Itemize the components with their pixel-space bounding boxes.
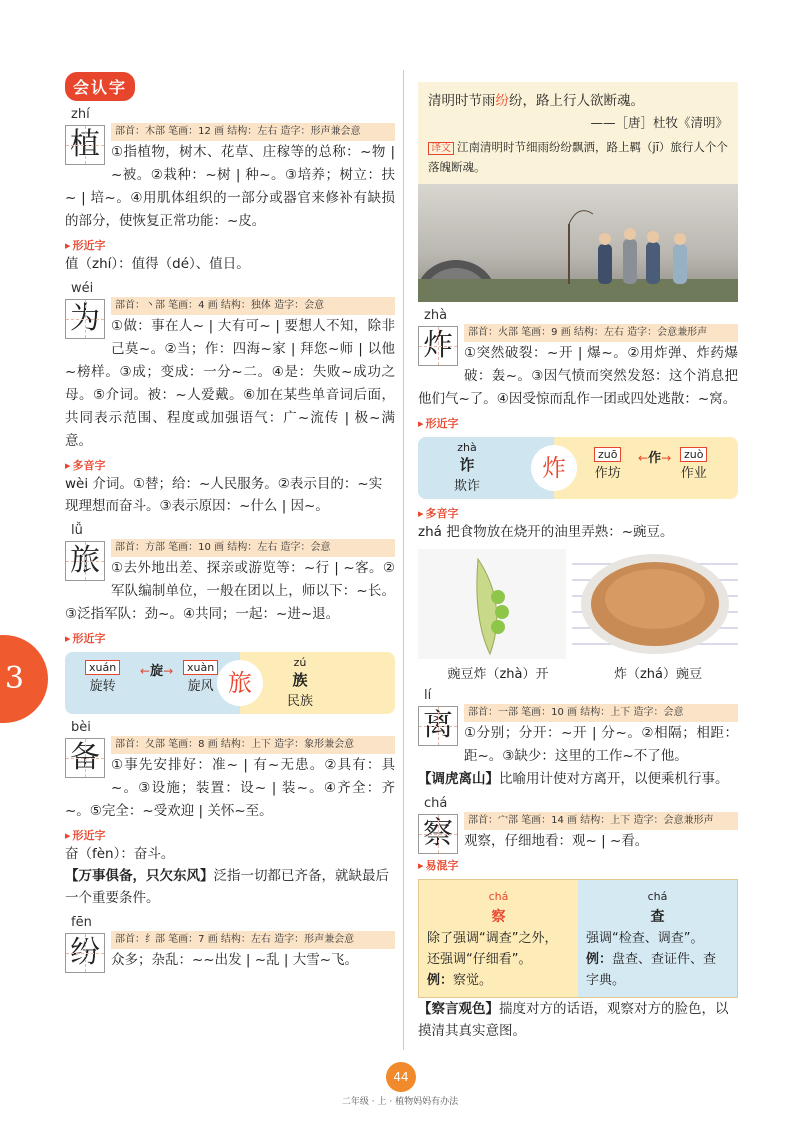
compare-mid: ←作→ [638,451,672,466]
idiom: 【察言观色】揣度对方的话语，观察对方的脸色，以摸清其真实意图。 [418,1001,729,1039]
definition: ①分别；分开：~开 | 分~。②相隔；相距：距~。③缺少：这里的工作~不了他。 [464,725,738,764]
poem-source: ——［唐］杜牧《清明》 [590,115,728,130]
pinyin: zhí [71,107,90,122]
section-title: 会认字 [65,72,135,101]
idiom: 【调虎离山】比喻用计使对方离开，以便乘机行事。 [418,771,729,787]
polyphone-text: zhá 把食物放在烧开的油里弄熟：~豌豆。 [418,524,674,540]
pinyin: bèi [71,720,91,735]
page-number: 44 [386,1062,416,1092]
definition: ①事先安排好：准~ | 有~无患。②具有：具~。③设施；装置：设~ | 装~。④齐全：齐~。⑤完全：~受欢迎 | 关怀~至。 [65,757,395,819]
char-box: 为 [65,299,105,339]
compare-word: 旋转 [89,679,116,694]
char-box: 植 [65,125,105,165]
compare-word: 作坊 [594,466,621,481]
polyphone-text: wèi 介词。①替；给：~人民服务。②表示目的：~实现理想而奋斗。③表示原因：~什么 | 因~。 [65,476,383,514]
pinyin: lǚ [71,523,83,538]
poem-illustration [418,184,738,302]
pinyin: fēn [71,915,92,930]
poem-line: 清明时节雨纷纷，路上行人欲断魂。 [428,93,644,109]
confuse-cell: chá 查 强调“检查、调查”。 例：盘查、查证件、查字典。 [578,880,737,997]
compare-word: 民族 [287,694,314,709]
compare-item [85,660,120,694]
left-column [65,72,395,973]
char-box: 炸 [418,326,458,366]
compare-item [183,660,218,694]
pinyin: chá [424,796,448,811]
confuse-tag: ▸ 易混字 [418,857,738,873]
char-meta: 部首：木部 笔画：12 画 结构：左右 造字：形声兼会意 [111,123,395,141]
caption: 炸（zhá）豌豆 [613,667,703,682]
char-meta: 部首：丶部 笔画：4 画 结构：独体 造字：会意 [111,297,395,315]
confuse-cell: chá 察 除了强调“调查”之外，还强调“仔细看”。 例：察觉。 [419,880,578,997]
unit-badge: 3 [0,635,48,723]
right-column [418,82,738,1042]
similar-tag: ▸ 形近字 [65,630,395,646]
compare-word: 旋风 [187,679,214,694]
compare-item [287,656,313,709]
entry-bei [65,720,395,909]
char-box: 离 [418,706,458,746]
similar-tag: ▸ 形近字 [418,415,738,431]
compare-pinyin: zú [293,656,307,669]
definition: ①做：事在人~ | 大有可~ | 要想人不知，除非己莫~。②当；作：四海~家 | 拜您~师 | 以他~榜样。③成；变成：一分~二。④是：失败~成功之母。⑤介词。被：~人爱戴。⑥加在某些单音词后面，共同表示范围、程度或加强语气：广~流传 | 极~满意。 [65,318,395,449]
pinyin: lí [424,688,432,703]
entry-cha [418,796,738,1042]
char-meta: 部首：一部 笔画：10 画 结构：上下 造字：会意 [464,704,738,722]
entry-zha [418,308,738,682]
char-box: 察 [418,814,458,854]
char-box: 旅 [65,541,105,581]
compare-char: 族 [292,671,308,689]
confuse-table [418,879,738,998]
char-meta: 部首：方部 笔画：10 画 结构：左右 造字：会意 [111,539,395,557]
char-box: 纷 [65,933,105,973]
definition: 众多；杂乱：~~出发 | ~乱 | 大雪~飞。 [111,952,359,968]
polyphone-tag: ▸ 多音字 [418,505,738,521]
compare-pinyin: xuàn [183,660,218,675]
entry-lv [65,523,395,714]
char-meta: 部首：夂部 笔画：8 画 结构：上下 造字：象形兼会意 [111,736,395,754]
compare-word: 欺诈 [454,479,481,494]
idiom: 【万事俱备，只欠东风】泛指一切都已齐备，就缺最后一个重要条件。 [65,868,389,906]
pinyin: wéi [71,281,94,296]
fried-peas-image [572,549,738,659]
definition: 观察，仔细地看：观~ | ~看。 [464,833,649,849]
poem-translation: 译文 江南清明时节细雨纷纷飘洒，路上羁（jī）旅行人个个落魄断魂。 [428,140,728,174]
entry-wei [65,281,395,517]
similar-compare-box [418,437,738,499]
char-meta: 部首：纟部 笔画：7 画 结构：左右 造字：形声兼会意 [111,931,395,949]
similar-text: 奋（fèn）：奋斗。 [65,846,175,862]
poem-box [418,82,738,184]
char-meta: 部首：火部 笔画：9 画 结构：左右 造字：会意兼形声 [464,324,738,342]
similar-compare-box [65,652,395,714]
entry-fen [65,915,395,972]
entry-li [418,688,738,790]
compare-pinyin: xuán [85,660,120,675]
definition: ①指植物，树木、花草、庄稼等的总称：~物 | ~被。②栽种：~树 | 种~。③培养；树立：扶~ | 培~。④用肌体组织的一部分或器官来修补有缺损的部分，使恢复正常功能：~皮。 [65,144,395,229]
similar-tag: ▸ 形近字 [65,827,395,843]
qingming-scene-image [418,184,738,302]
compare-word: 作业 [680,466,707,481]
definition: ①突然破裂：~开 | 爆~。②用炸弹、炸药爆破：轰~。③因气愤而突然发怒：这个消息把他们气~了。④因受惊而乱作一团或四处逃散：~窝。 [418,345,738,407]
char-meta: 部首：宀部 笔画：14 画 结构：上下 造字：会意兼形声 [464,812,738,830]
column-divider [403,70,404,1050]
compare-mid: ←旋→ [140,664,174,679]
similar-tag: ▸ 形近字 [65,237,395,253]
page-footer: 二年级 · 上 · 植物妈妈有办法 [341,1097,459,1107]
compare-center-char: 旅 [217,660,263,706]
photo-row [418,549,738,659]
compare-pinyin: zuō [594,447,621,462]
similar-text: 值（zhí）：值得（dé）、值日。 [65,256,250,272]
definition: ①去外地出差、探亲或游览等：~行 | ~客。②军队编制单位，一般在团以上，师以下：~长。③泛指军队：劲~。④共同；一起：~进~退。 [65,560,395,622]
pinyin: zhà [424,308,448,323]
compare-center-char: 炸 [531,445,577,491]
pea-pod-image [418,549,566,659]
compare-item [454,441,480,494]
photo-captions [418,663,738,682]
entry-zhi [65,107,395,275]
compare-item [680,447,707,481]
polyphone-tag: ▸ 多音字 [65,457,395,473]
compare-item [594,447,621,481]
compare-pinyin: zhà [457,441,477,454]
compare-pinyin: zuò [680,447,707,462]
compare-char: 诈 [459,456,475,474]
caption: 豌豆炸（zhà）开 [447,667,549,682]
char-box: 备 [65,738,105,778]
